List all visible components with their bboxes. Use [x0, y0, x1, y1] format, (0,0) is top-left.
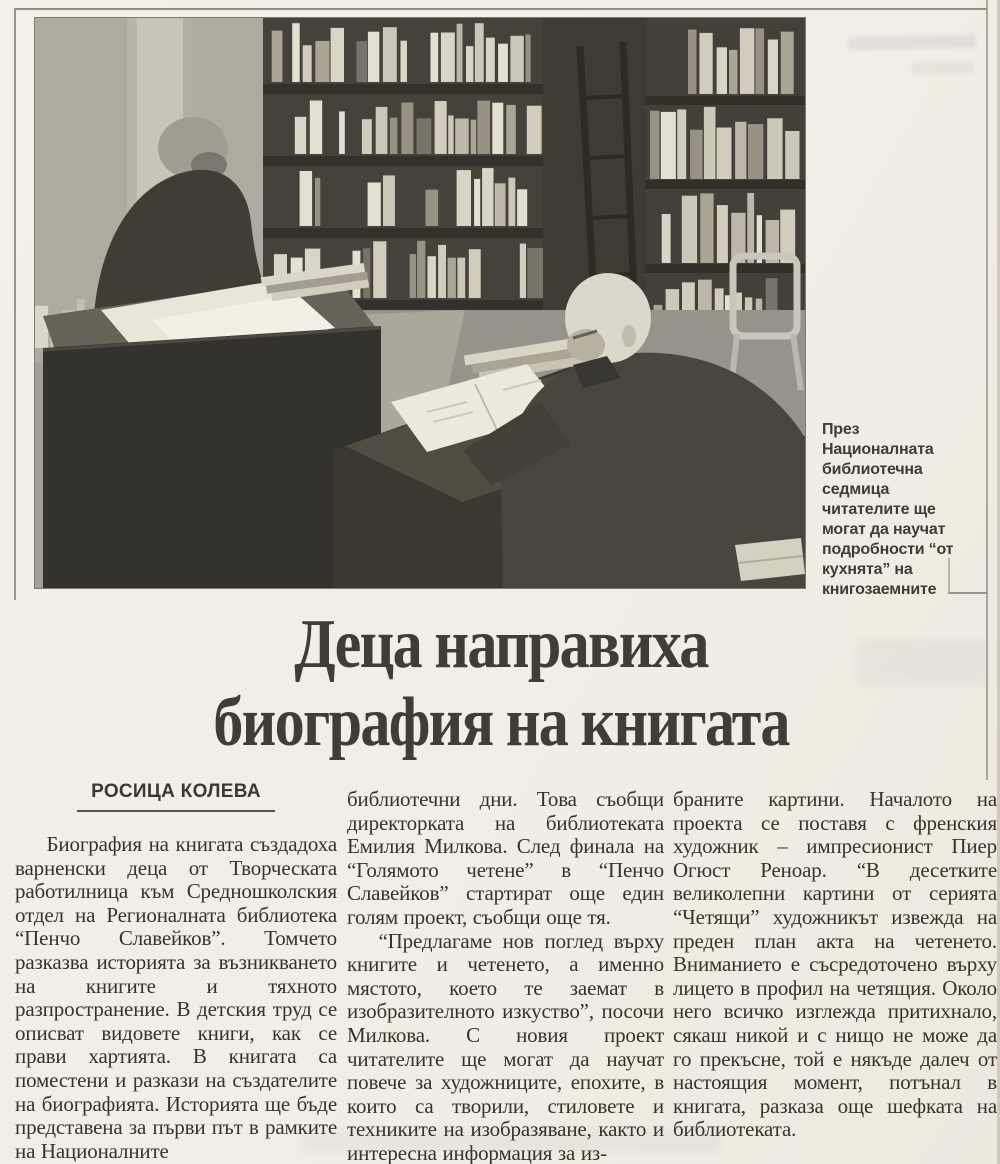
ink-bleed-mark: [912, 61, 974, 74]
photo-caption: През Националната библиотечна седмица читателите ще могат да научат подробности “от кухнята” на книгозаемните: [822, 421, 954, 598]
article-paragraph: Биография на книгата създадоха варненски деца от Творческата работилница към Средношколския отдел на Регионалната библиотека “Пенчо Славейков”. Томчето разказва историята за възникването на книгите и тяхното разпространение. В детския труд се описват видовете книги, как се прави хартията. В книгата са поместени и разкази на създателите на биографията. Историята ще бъде представена за първи път в рамките на Националните: [15, 833, 337, 1163]
article-paragraph: библиотечни дни. Това съобщи директорката на библиотеката Емилия Милкова. След финала на “Голямото четене” в “Пенчо Славейков” стартират още един голям проект, съобщи още тя.: [347, 788, 664, 929]
library-photo: [35, 18, 805, 588]
article-headline: [15, 606, 987, 774]
article-column-1: [15, 833, 337, 1164]
library-photo-art: [35, 18, 805, 588]
clipping-frame-top: [14, 8, 987, 10]
byline: [15, 781, 337, 812]
article-paragraph: браните картини. Началото на проекта се поставя с френския художник – импресионист Пиер Огюст Реноар. “В десетките великолепни картини от серията “Четящи” художникът извежда на преден план акта на четенето. Вниманието е съсредоточено върху лицето в профил на четящия. Около него всичко изглежда притихнало, сякаш никой и с нищо не може да го прекъсне, той е някъде далеч от настоящия момент, потънал в книгата, разказа още шефката на библиотеката.: [673, 788, 997, 1142]
headline-line-2: биография на книгата: [213, 684, 789, 761]
article-paragraph: “Предлагаме нов поглед върху книгите и четенето, а именно мястото, което те заемат в изобразителното изкуство”, посочи Милкова. С новия проект читателите ще могат да научат повече за художниците, епохите, в които са творили, стиловете и техниките на изобразяване, както и интересна информация за из-: [347, 928, 664, 1164]
frame-corner: [948, 592, 988, 594]
article-column-3: [673, 788, 997, 1164]
left-desk: [43, 263, 381, 588]
clipping-frame-left: [14, 8, 16, 600]
headline-line-1: Деца направиха: [294, 606, 708, 683]
ink-bleed-mark: [848, 34, 976, 50]
byline-author: РОСИЦА КОЛЕВА: [77, 781, 275, 812]
article-column-2: [347, 788, 664, 1164]
